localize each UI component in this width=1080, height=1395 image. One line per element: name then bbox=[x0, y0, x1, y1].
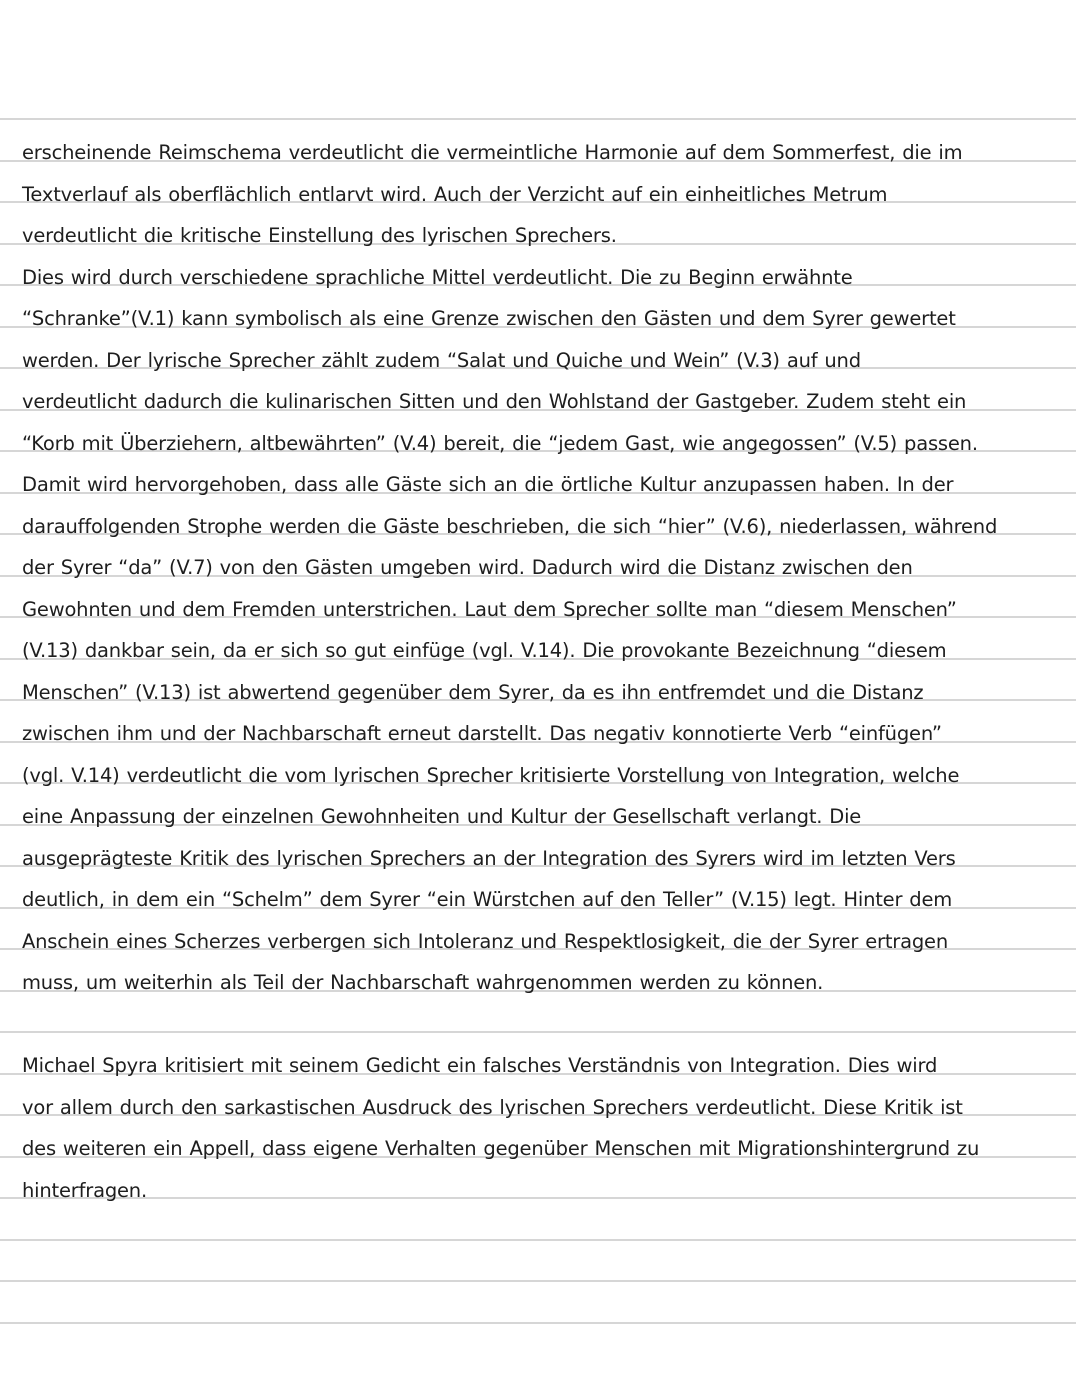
ruled-line bbox=[0, 1116, 1076, 1158]
handwritten-text-line: verdeutlicht dadurch die kulinarischen Sitten und den Wohlstand der Gastgeber. Zudem steht ein bbox=[22, 390, 967, 413]
ruled-line bbox=[0, 1282, 1076, 1324]
handwritten-text-line: Gewohnten und dem Fremden unterstrichen. Laut dem Sprecher sollte man “diesem Menschen” bbox=[22, 597, 957, 621]
ruled-line bbox=[0, 1241, 1076, 1283]
ruled-line bbox=[0, 452, 1076, 494]
ruled-line bbox=[0, 286, 1076, 328]
handwritten-text-line: ausgeprägteste Kritik des lyrischen Sprechers an der Integration des Syrers wird im letzten Vers bbox=[22, 846, 956, 870]
handwritten-text-line: muss, um weiterhin als Teil der Nachbarschaft wahrgenommen werden zu können. bbox=[22, 971, 824, 994]
handwritten-text-line: eine Anpassung der einzelnen Gewohnheiten und Kultur der Gesellschaft verlangt. Die bbox=[22, 805, 862, 828]
handwritten-text-line: hinterfragen. bbox=[22, 1178, 147, 1202]
ruled-line bbox=[0, 867, 1076, 909]
handwritten-text-line: Textverlauf als oberflächlich entlarvt wird. Auch der Verzicht auf ein einheitliches Metrum bbox=[22, 182, 888, 206]
ruled-line bbox=[0, 203, 1076, 245]
ruled-line bbox=[0, 494, 1076, 536]
ruled-line bbox=[0, 701, 1076, 743]
ruled-line bbox=[0, 120, 1076, 162]
handwritten-text-line: werden. Der lyrische Sprecher zählt zudem “Salat und Quiche und Wein” (V.3) auf und bbox=[22, 348, 861, 372]
handwritten-text-line: des weiteren ein Appell, dass eigene Verhalten gegenüber Menschen mit Migrationshintergrund zu bbox=[22, 1137, 980, 1160]
ruled-line bbox=[0, 992, 1076, 1034]
handwritten-text-line: erscheinende Reimschema verdeutlicht die vermeintliche Harmonie auf dem Sommerfest, die im bbox=[22, 141, 963, 164]
handwritten-text-line: Damit wird hervorgehoben, dass alle Gäste sich an die örtliche Kultur anzupassen haben. In der bbox=[22, 473, 954, 496]
ruled-line bbox=[0, 1199, 1076, 1241]
ruled-line bbox=[0, 577, 1076, 619]
ruled-line bbox=[0, 826, 1076, 868]
ruled-line bbox=[0, 618, 1076, 660]
ruled-line bbox=[0, 535, 1076, 577]
ruled-line bbox=[0, 950, 1076, 992]
ruled-line bbox=[0, 245, 1076, 287]
handwritten-text-line: Dies wird durch verschiedene sprachliche Mittel verdeutlicht. Die zu Beginn erwähnte bbox=[22, 265, 853, 289]
handwritten-text-line: vor allem durch den sarkastischen Ausdruck des lyrischen Sprechers verdeutlicht. Diese Kritik ist bbox=[22, 1095, 963, 1119]
ruled-line bbox=[0, 328, 1076, 370]
handwritten-text-line: zwischen ihm und der Nachbarschaft erneut darstellt. Das negativ konnotierte Verb “einfügen” bbox=[22, 722, 942, 745]
ruled-line bbox=[0, 660, 1076, 702]
ruled-line bbox=[0, 1033, 1076, 1075]
ruled-line bbox=[0, 743, 1076, 785]
ruled-line bbox=[0, 784, 1076, 826]
ruled-line bbox=[0, 909, 1076, 951]
ruled-line bbox=[0, 162, 1076, 204]
handwritten-text-line: Michael Spyra kritisiert mit seinem Gedicht ein falsches Verständnis von Integration. Dies wird bbox=[22, 1054, 938, 1077]
handwritten-text-line: “Schranke”(V.1) kann symbolisch als eine Grenze zwischen den Gästen und dem Syrer gewertet bbox=[22, 307, 956, 330]
ruled-line bbox=[0, 369, 1076, 411]
ruled-line bbox=[0, 1158, 1076, 1200]
handwritten-text-line: Menschen” (V.13) ist abwertend gegenüber dem Syrer, da es ihn entfremdet und die Distanz bbox=[22, 680, 924, 704]
handwritten-text-line: “Korb mit Überziehern, altbewährten” (V.4) bereit, die “jedem Gast, wie angegossen” (V.5) passen. bbox=[22, 431, 978, 455]
ruled-line bbox=[0, 411, 1076, 453]
handwritten-text-line: (V.13) dankbar sein, da er sich so gut einfüge (vgl. V.14). Die provokante Bezeichnung “diesem bbox=[22, 639, 947, 662]
handwritten-text-line: verdeutlicht die kritische Einstellung des lyrischen Sprechers. bbox=[22, 224, 617, 247]
ruled-lines-area bbox=[0, 118, 1076, 1324]
handwritten-text-line: Anschein eines Scherzes verbergen sich Intoleranz und Respektlosigkeit, die der Syrer ertragen bbox=[22, 929, 949, 953]
handwritten-text-line: der Syrer “da” (V.7) von den Gästen umgeben wird. Dadurch wird die Distanz zwischen den bbox=[22, 556, 913, 579]
ruled-line bbox=[0, 1075, 1076, 1117]
handwritten-text-line: darauffolgenden Strophe werden die Gäste beschrieben, die sich “hier” (V.6), niederlassen, während bbox=[22, 514, 998, 538]
handwritten-text-line: deutlich, in dem ein “Schelm” dem Syrer “ein Würstchen auf den Teller” (V.15) legt. Hinter dem bbox=[22, 888, 953, 911]
handwritten-text-line: (vgl. V.14) verdeutlicht die vom lyrischen Sprecher kritisierte Vorstellung von Integration, welche bbox=[22, 763, 960, 787]
